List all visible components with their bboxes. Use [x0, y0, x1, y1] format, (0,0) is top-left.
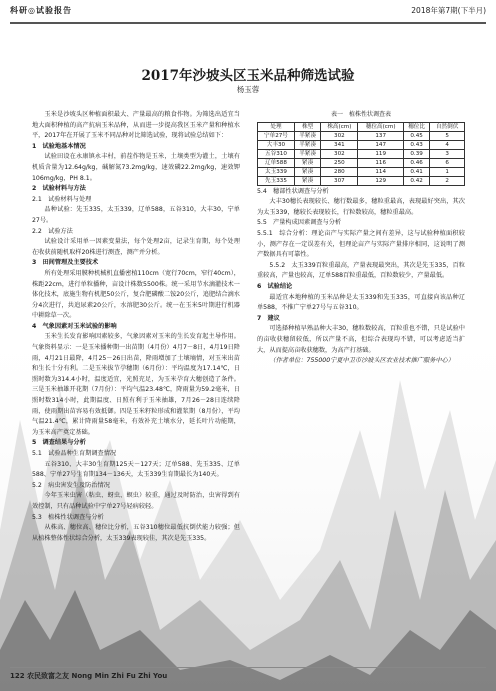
section-heading: 5.5 产量构成因素调查与分析: [257, 219, 342, 227]
issue-label: 2018年第7期(下半月): [411, 6, 486, 15]
table-cell: 紧凑: [294, 176, 320, 185]
paragraph: 5.5.2 太玉339百粒重最高，产量表现最突出，其次是先玉335，百粒重较高，产量也较高，辽单588百粒重最低，百粒数较少，产量最低。: [257, 261, 465, 280]
paragraph: 所有处理采用膜种机械机直播密植110cm（宽行70cm，窄行40cm），株距22cm，进行单粒播种，亩设计株数5500株。统一采用节水滴灌技术一体化技术，底施生物有机肥50公斤，复合肥磷酸二铵20公斤，追肥结合滴水分4次进行，共追尿素20公斤，水溶肥30公斤。统一在玉米5叶期进行机器中耕除草一次。: [32, 269, 240, 320]
table-row: [258, 149, 465, 158]
footer-rule: [10, 667, 486, 668]
paragraph: 今年玉米虫害（粘虫、蚜虫、螟虫）较重，通过及时防治，虫害得到有效控制，只有品种试验中宁单27号轻病较轻。: [32, 492, 240, 510]
paragraph: 品种试验：先玉335，太玉339，辽单588，五谷310，大丰30，宁单27号。: [32, 206, 240, 224]
section-heading: 2.2 试验方法: [32, 227, 73, 235]
section-heading: 7 建议: [257, 314, 280, 322]
section-heading: 1 试验地基本情况: [32, 142, 86, 150]
trait-table: [257, 122, 465, 186]
table-cell: 半紧凑: [294, 140, 320, 149]
section-heading: 3 田间管理及主要技术: [32, 259, 99, 267]
paragraph: 从株高、穗位高、穗位比分析，五谷310穗位最低抗倒伏能力较强；但从植株整体性状综合分析，太玉339表现较佳，其次是先玉335。: [32, 524, 240, 542]
table-cell: 6: [430, 158, 465, 167]
table-cell: 116: [358, 158, 403, 167]
table-cell: 辽单588: [258, 158, 295, 167]
section-heading: 5.3 植株性状调查与分析: [32, 513, 104, 521]
table-row: [258, 131, 465, 140]
table-cell: 147: [358, 140, 403, 149]
table-cell: 137: [358, 131, 403, 140]
table-cell: 太玉339: [258, 167, 295, 176]
table-cell: 0.42: [403, 176, 429, 185]
section-heading: 6 试验结论: [257, 282, 293, 290]
paragraph: 试验田设在永康镇永丰村，前茬作物是玉米，土壤类型为灌土，土壤有机质含量为12.64g/kg，碱解氮73.2mg/kg，速效磷22.2mg/kg，速效钾106mg/kg，PH 8.1。: [32, 153, 240, 182]
table-cell: 129: [358, 176, 403, 185]
table-cell: 280: [321, 167, 358, 176]
table-cell: 半紧凑: [294, 149, 320, 158]
table-header-cell: 株高(cm): [321, 122, 358, 131]
section-heading: 5.1 试验品种生育期调查情况: [32, 450, 117, 457]
table-cell: 119: [358, 149, 403, 158]
table-cell: 0.39: [403, 149, 429, 158]
table-cell: 114: [358, 167, 403, 176]
table-cell: 2: [430, 176, 465, 185]
author-affiliation: （作者单位：755000宁夏中卫市沙坡头区农业技术推广服务中心）: [269, 357, 454, 365]
section-heading: 4 气象因素对玉米试验的影响: [32, 322, 117, 330]
article-title: 2017年沙坡头区玉米品种筛选试验: [141, 68, 355, 84]
journal-name: 农民致富之友 Nong Min Zhi Fu Zhi You: [27, 672, 168, 680]
page-footer: [10, 671, 210, 685]
table-cell: 紧凑: [294, 158, 320, 167]
table-row: [258, 158, 465, 167]
table-cell: 302: [321, 131, 358, 140]
table-cell: 1: [430, 167, 465, 176]
right-column: [257, 110, 465, 367]
section-label: 科研◎试验报告: [10, 6, 72, 15]
table-cell: 3: [430, 149, 465, 158]
table-header-row: [258, 122, 465, 131]
table-cell: 宁单27号: [258, 131, 295, 140]
paragraph: 玉米生长发育影响因素较多，气象因素对玉米的生长发育起主导作用。气象资料显示：一是玉米播种期一出苗期（4月份）4月7－8日，4月19日降雨，4月21日最降，4月25－26日出苗，降雨增加了土壤墒情，对玉米出苗和生长十分有利。二是玉米拔节孕穗期（6月份）：平均温度为17.14℃，日照时数为314.4小时，温度适宜，光照充足，为玉米孕育大穗创造了条件。三是玉米抽雄开花期（7月份）：平均气温23.48℃，降雨量为59.2毫米，日照时数314小时，此期温度、日照有利于玉米抽雄，7月26－28日连续降雨，使雨期出苗容易有效抵御。四是玉米籽粒形成和灌浆期（8月份），平均气温21.4℃，累计降雨量58毫米，有效补充土壤水分，延长叶片功能期，为玉米高产奠定基础。: [32, 333, 240, 436]
table-cell: 0.43: [403, 140, 429, 149]
table-row: [258, 176, 465, 185]
table-cell: 302: [321, 149, 358, 158]
section-heading: 5 调查结果与分析: [32, 439, 86, 447]
paragraph: 玉米是沙坡头区种植面积最大、产量最高的粮食作物。为筛选出适宜当地大面积种植的高产抗病玉米品种，从而进一步提高我区玉米产量和种植水平，2017年在开展了玉米不同品种对比筛选试验，现将试验总结如下：: [32, 111, 240, 140]
table-cell: 250: [321, 158, 358, 167]
table-body: [258, 131, 465, 185]
section-heading: 2 试验材料与方法: [32, 185, 86, 193]
paragraph: 五谷310、大丰30生育期125天－127天；辽单588、先玉335、辽单588、宁单27号生育期134－136天，太玉339生育期最长为140天。: [32, 460, 240, 479]
table-cell: 0.46: [403, 158, 429, 167]
table-header-cell: 处理: [258, 122, 295, 131]
table-cell: 先玉335: [258, 176, 295, 185]
page-number: 122: [10, 672, 25, 680]
page-header: [10, 0, 486, 24]
right-column-text: [257, 187, 465, 357]
table-cell: 半紧凑: [294, 131, 320, 140]
table-header-cell: 穗位比: [403, 122, 429, 131]
table-row: [258, 140, 465, 149]
table-cell: 0.41: [403, 167, 429, 176]
table-cell: 341: [321, 140, 358, 149]
paragraph: 可选择种植早熟品种大丰30，穗粒数较高，百粒重也不错，只是试验中的亩收获穗留较低，所以产量不高，但综合表现均不错，可以考虑适当扩大，从而提高亩收获穗数，为高产打基础。: [257, 325, 465, 354]
paragraph: 最适宜本地种植的玉米品种是太玉339和先玉335，可直接向该品种辽单588，不推广宁单27号与五谷310。: [257, 293, 465, 312]
paragraph: 大丰30穗长表现较长、穗行数最多，穗粒重最高，表现最好突出，其次为太玉339，穗较长表现较长，行粒数较高，穗粒重最高。: [257, 198, 465, 216]
table-header-cell: 株型: [294, 122, 320, 131]
section-heading: 2.1 试验材料与处理: [32, 195, 92, 203]
author: 杨玉蓉: [236, 85, 260, 94]
table-cell: 307: [321, 176, 358, 185]
section-heading: 5.4 穗部性状调查与分析: [257, 187, 329, 195]
table-cell: 大丰30: [258, 140, 295, 149]
table-cell: 五谷310: [258, 149, 295, 158]
table-header-cell: 穗位高(cm): [358, 122, 403, 131]
table-cell: 5: [430, 131, 465, 140]
paragraph: 试验设计采用单一因素变量法，每个处理2亩，记录生育期，每个处理在收获前随机取样20株进行测查，测产并分析。: [32, 238, 240, 256]
left-column: [32, 110, 240, 544]
table-cell: 紧凑: [294, 167, 320, 176]
section-heading: 5.5.1 综合分析：理论亩产与实际产量之间有差异，这与试验种植面积较小，测产存在一定误差有关，但理论亩产与实际产量排序相同，这说明了测产数据具有可靠性。: [257, 229, 465, 259]
table-row: [258, 167, 465, 176]
table-cell: 4: [430, 140, 465, 149]
table-caption: 表一 植株性状调查表: [330, 111, 391, 118]
section-heading: 5.2 病虫害发生及防治情况: [32, 481, 110, 489]
table-header-cell: 自然倒伏: [430, 122, 465, 131]
table-cell: 0.45: [403, 131, 429, 140]
